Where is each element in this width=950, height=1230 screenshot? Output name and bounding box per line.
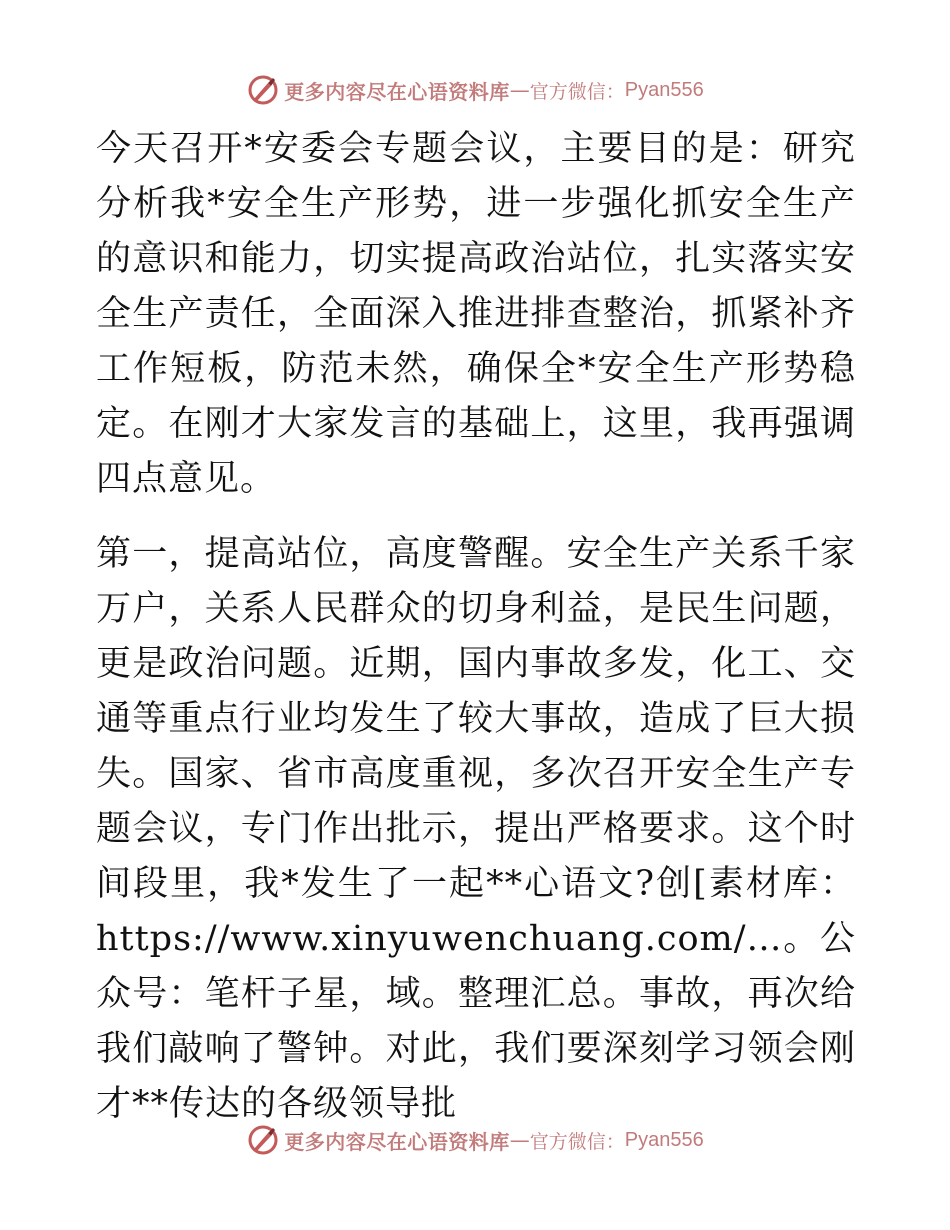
paragraph-point-one: 第一，提高站位，高度警醒。安全生产关系千家万户，关系人民群众的切身利益，是民生问题，更是政治问题。近期，国内事故多发，化工、交通等重点行业均发生了较大事故，造成了巨大损失。国家、省市高度重视，多次召开安全生产专题会议，专门作出批示，提出严格要求。这个时间段里，我*发生了一起**心语文?创[素材库：https://www.xinyuwenchuang.com/…。公众号：笔杆子星，域。整理汇总。事故，再次给我们敲响了警钟。对此，我们要深刻学习领会刚才**传达的各级领导批 [96, 534, 856, 1124]
footer-watermark [0, 1120, 950, 1160]
document-body [96, 122, 856, 1132]
header-dash: — [509, 78, 530, 102]
paragraph-intro: 今天召开*安委会专题会议，主要目的是：研究分析我*安全生产形势，进一步强化抓安全生产的意识和能力，切实提高政治站位，扎实落实安全生产责任，全面深入推进排查整治，抓紧补齐工作短板，防范未然，确保全*安全生产形势稳定。在刚才大家发言的基础上，这里，我再强调四点意见。 [96, 129, 856, 499]
footer-dash: — [509, 1128, 530, 1152]
header-wechat-label: 官方微信： [529, 80, 625, 103]
footer-wechat-label: 官方微信： [529, 1130, 625, 1153]
header-wechat-id: Pyan556 [624, 78, 704, 101]
header-banner-text: 更多内容尽在心语资料库 [284, 79, 510, 104]
quill-logo-icon [246, 1123, 280, 1157]
quill-logo-icon [246, 73, 280, 107]
footer-wechat-id: Pyan556 [624, 1128, 704, 1151]
footer-banner-text: 更多内容尽在心语资料库 [284, 1129, 510, 1154]
header-watermark [0, 70, 950, 110]
